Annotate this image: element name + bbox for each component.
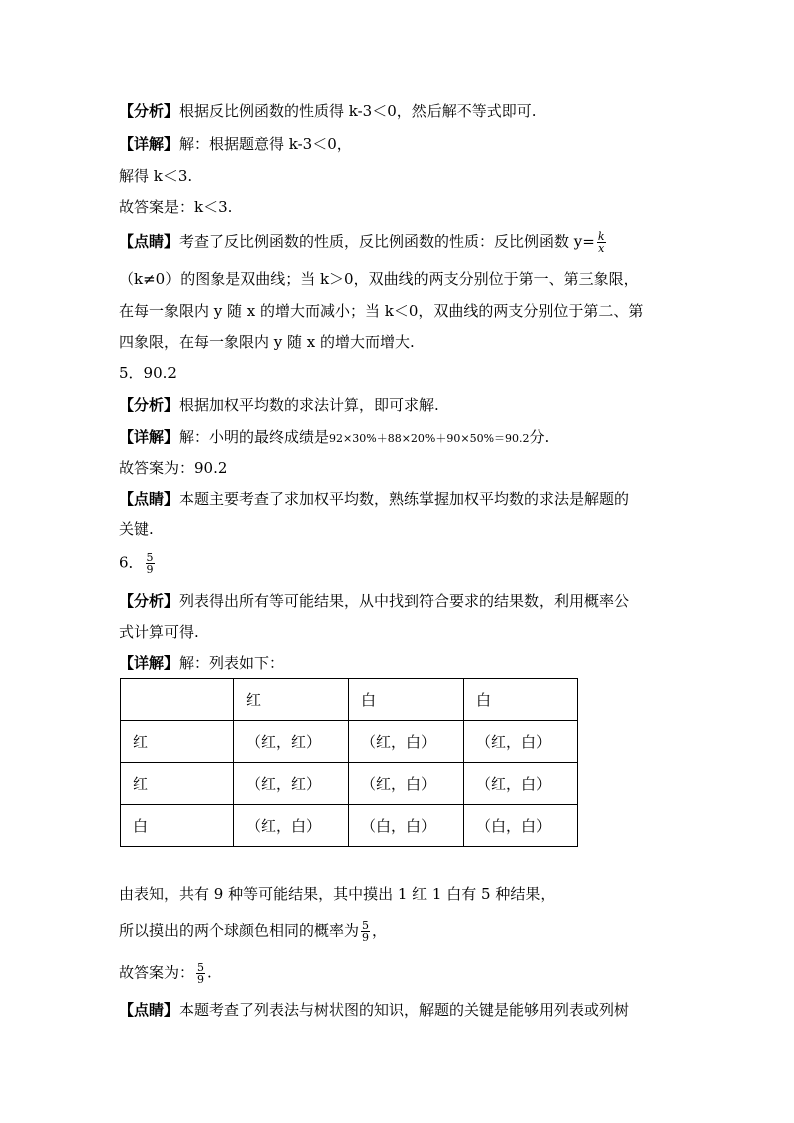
sec5-heading: 5．90.2 (119, 364, 177, 382)
sec4-comment-line3: 在每一象限内 y 随 x 的增大而减小；当 k＜0，双曲线的两支分别位于第二、第 (119, 302, 644, 320)
detail-tag: 【详解】 (119, 654, 180, 672)
weighted-average-formula: 92×30%＋88×20%＋90×50%＝90.2 (329, 432, 530, 445)
detail-tag: 【详解】 (119, 428, 180, 446)
sec4-detail (119, 134, 352, 154)
heading-fraction (146, 552, 155, 575)
table-cell: 红 (121, 763, 234, 805)
table-cell: （红，红） (234, 763, 349, 805)
table-cell: 白 (121, 805, 234, 847)
fraction-numerator: k (597, 230, 605, 243)
analysis-tag: 【分析】 (119, 102, 180, 120)
table-row (121, 805, 578, 847)
comment-tag: 【点睛】 (119, 232, 180, 251)
table-cell: （红，白） (349, 721, 464, 763)
fraction-denominator: 9 (197, 973, 205, 986)
sec6-detail (119, 653, 284, 673)
analysis-text: 根据反比例函数的性质得 k-3＜0，然后解不等式即可. (179, 102, 537, 120)
sec6-analysis (119, 591, 629, 611)
analysis-tag: 【分析】 (119, 592, 180, 610)
table-row (121, 763, 578, 805)
table-cell: （红，白） (464, 721, 578, 763)
sec4-comment-line4: 四象限，在每一象限内 y 随 x 的增大而增大. (119, 333, 415, 351)
answer-end: . (207, 963, 212, 982)
sec5-answer: 故答案为：90.2 (119, 459, 228, 477)
sec4-solve: 解得 k＜3. (119, 167, 193, 185)
comment-text: 本题主要考查了求加权平均数，熟练掌握加权平均数的求法是解题的 (179, 490, 630, 508)
sec6-heading (119, 552, 157, 575)
sec6-analysis-line2: 式计算可得. (119, 623, 199, 641)
outcome-table (120, 678, 578, 847)
table-row (121, 721, 578, 763)
probability-fraction (361, 920, 370, 943)
heading-prefix: 6． (119, 553, 144, 572)
comment-tag: 【点睛】 (119, 490, 180, 508)
probability-text: 所以摸出的两个球颜色相同的概率为 (119, 921, 360, 940)
probability-end: ， (372, 921, 388, 940)
table-cell: （红，红） (234, 721, 349, 763)
table-cell: （白，白） (464, 805, 578, 847)
comment-tag: 【点睛】 (119, 1001, 180, 1019)
k-over-x-fraction (597, 231, 606, 254)
sec4-comment-line2: （k≠0）的图象是双曲线；当 k＞0，双曲线的两支分别位于第一、第三象限， (119, 270, 639, 288)
analysis-tag: 【分析】 (119, 396, 180, 414)
sec5-comment (119, 489, 629, 509)
table-cell: （红，白） (234, 805, 349, 847)
table-cell: 白 (349, 679, 464, 721)
fraction-numerator: 5 (197, 961, 205, 974)
analysis-text: 根据加权平均数的求法计算，即可求解. (179, 396, 439, 414)
sec6-comment (119, 1000, 629, 1020)
sec4-comment (119, 231, 608, 254)
sec6-result: 由表知，共有 9 种等可能结果，其中摸出 1 红 1 白有 5 种结果， (119, 885, 556, 903)
sec5-detail (119, 427, 549, 449)
sec4-answer: 故答案是：k＜3. (119, 198, 233, 216)
fraction-denominator: x (598, 242, 605, 255)
table-cell (121, 679, 234, 721)
detail-text: 解：小明的最终成绩是 (179, 428, 330, 446)
sec6-answer (119, 962, 212, 985)
detail-text: 解：列表如下： (179, 654, 285, 672)
table-cell: （红，白） (464, 763, 578, 805)
fraction-numerator: 5 (146, 551, 154, 564)
sec6-probability (119, 920, 387, 943)
sec4-analysis (119, 101, 537, 121)
comment-text: 考查了反比例函数的性质，反比例函数的性质：反比例函数 y= (179, 232, 595, 251)
table-cell: 红 (121, 721, 234, 763)
table-header-row (121, 679, 578, 721)
answer-text: 故答案为： (119, 963, 195, 982)
table-cell: 红 (234, 679, 349, 721)
answer-fraction (196, 962, 205, 985)
detail-tag: 【详解】 (119, 135, 180, 153)
table-cell: 白 (464, 679, 578, 721)
fraction-numerator: 5 (362, 919, 370, 932)
table-cell: （红，白） (349, 763, 464, 805)
analysis-text: 列表得出所有等可能结果，从中找到符合要求的结果数，利用概率公 (179, 592, 630, 610)
detail-text: 解：根据题意得 k-3＜0， (179, 135, 352, 153)
table-cell: （白，白） (349, 805, 464, 847)
fraction-denominator: 9 (362, 931, 370, 944)
fraction-denominator: 9 (146, 563, 154, 576)
comment-text: 本题考查了列表法与树状图的知识，解题的关键是能够用列表或列树 (179, 1001, 630, 1019)
sec5-comment-line2: 关键. (119, 520, 154, 538)
sec5-analysis (119, 395, 439, 415)
detail-unit: 分. (529, 428, 550, 446)
